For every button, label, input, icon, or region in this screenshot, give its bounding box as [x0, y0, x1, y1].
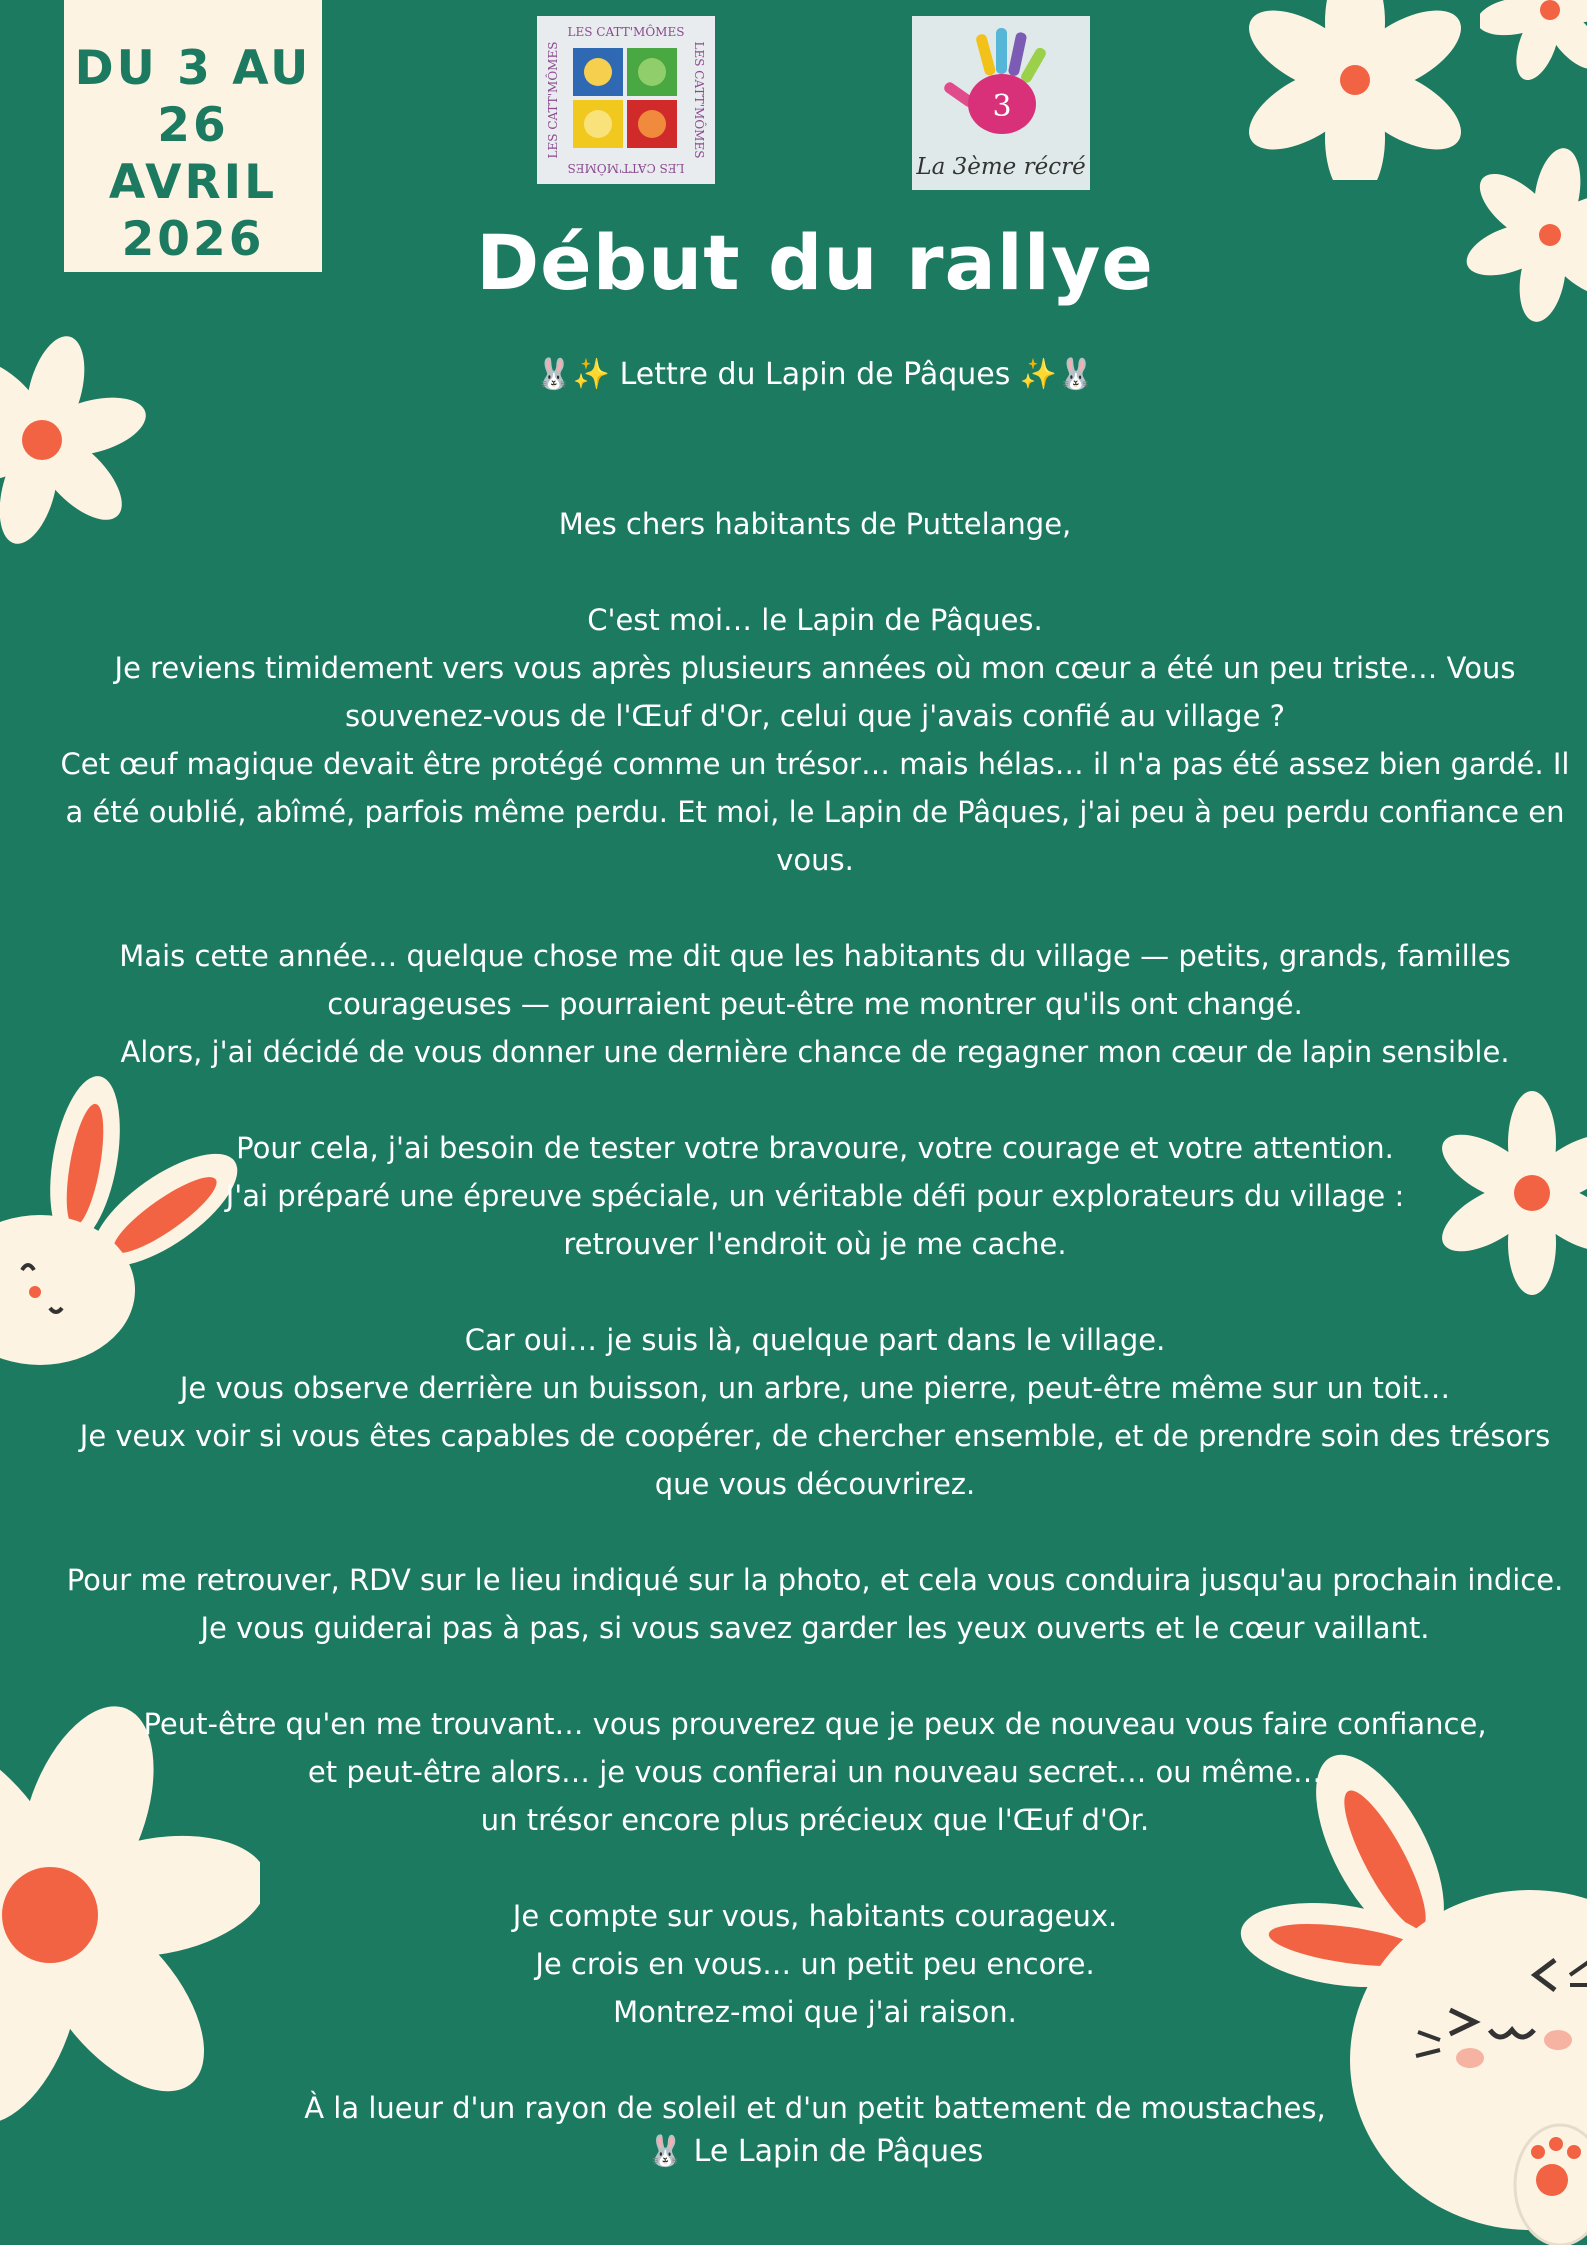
date-line-1: DU 3 AU — [74, 41, 312, 96]
paragraph-line: J'ai préparé une épreuve spéciale, un véritable défi pour explorateurs du village : — [225, 1179, 1405, 1213]
paragraph-line: Peut-être qu'en me trouvant… vous prouverez que je peux de nouveau vous faire confiance, — [143, 1707, 1487, 1741]
paragraph-line: Pour me retrouver, RDV sur le lieu indiqué sur la photo, et cela vous conduira jusqu'au prochain indice. — [66, 1563, 1564, 1597]
cattmomes-logo — [537, 16, 715, 184]
paragraph-5 — [60, 1556, 1570, 1652]
paragraph-line: Montrez-moi que j'ai raison. — [613, 1995, 1017, 2029]
paragraph-line: Je vous guiderai pas à pas, si vous savez garder les yeux ouverts et le cœur vaillant. — [200, 1611, 1430, 1645]
svg-text:LES CATT'MÔMES: LES CATT'MÔMES — [692, 41, 706, 159]
closing-line: À la lueur d'un rayon de soleil et d'un petit battement de moustaches, — [304, 2091, 1326, 2125]
flower-top-right-2 — [1480, 0, 1587, 80]
svg-text:LES CATT'MÔMES: LES CATT'MÔMES — [567, 161, 685, 175]
paragraph-4 — [60, 1316, 1570, 1508]
paragraph-line: Cet œuf magique devait être protégé comme un trésor… mais hélas… il n'a pas été assez bien gardé. Il a été oublié, abîmé, parfois même perdu. Et moi, le Lapin de Pâques, j'ai peu à peu perdu confiance en vous. — [60, 747, 1570, 877]
paragraph-line: Je veux voir si vous êtes capables de coopérer, de chercher ensemble, et de prendre soin des trésors que vous découvrirez. — [79, 1419, 1551, 1501]
paragraph-7 — [60, 1892, 1570, 2036]
paragraph-2 — [60, 932, 1570, 1076]
svg-text:3: 3 — [992, 89, 1012, 124]
paragraph-1 — [60, 596, 1570, 884]
paragraph-line: Alors, j'ai décidé de vous donner une dernière chance de regagner mon cœur de lapin sensible. — [120, 1035, 1510, 1069]
paragraph-line: et peut-être alors… je vous confierai un nouveau secret… ou même… — [307, 1755, 1323, 1789]
date-line-4: 2026 — [121, 212, 265, 267]
paragraph-line: Mais cette année… quelque chose me dit que les habitants du village — petits, grands, familles courageuses — pourraient peut-être me montrer qu'ils ont changé. — [119, 939, 1511, 1021]
la-3eme-recre-logo — [912, 16, 1090, 190]
paragraph-line: C'est moi… le Lapin de Pâques. — [587, 603, 1043, 637]
closing — [60, 2084, 1570, 2132]
date-line-2: 26 — [157, 98, 229, 153]
paragraph-line: retrouver l'endroit où je me cache. — [563, 1227, 1067, 1261]
paragraph-6 — [60, 1700, 1570, 1844]
paragraph-line: Je crois en vous… un petit peu encore. — [535, 1947, 1095, 1981]
date-line-3: AVRIL — [108, 155, 278, 210]
svg-text:LES CATT'MÔMES: LES CATT'MÔMES — [567, 25, 685, 39]
paragraph-line: Pour cela, j'ai besoin de tester votre bravoure, votre courage et votre attention. — [236, 1131, 1394, 1165]
date-range-badge — [64, 0, 322, 272]
paragraph-line: Je vous observe derrière un buisson, un arbre, une pierre, peut-être même sur un toit… — [179, 1371, 1451, 1405]
svg-text:LES CATT'MÔMES: LES CATT'MÔMES — [546, 41, 560, 159]
page-title: Début du rallye — [476, 218, 1154, 307]
paragraph-3 — [60, 1124, 1570, 1268]
greeting — [60, 500, 1570, 548]
paragraph-line: un trésor encore plus précieux que l'Œuf d'Or. — [480, 1803, 1150, 1837]
letter-body — [60, 500, 1570, 2180]
paragraph-line: Je compte sur vous, habitants courageux. — [512, 1899, 1118, 1933]
letter-heading: 🐰✨ Lettre du Lapin de Pâques ✨🐰 — [535, 357, 1095, 392]
flower-top-right-3 — [1450, 145, 1587, 325]
svg-text:La 3ème récré: La 3ème récré — [916, 154, 1086, 180]
paragraph-line: Je reviens timidement vers vous après plusieurs années où mon cœur a été un peu triste… Vous souvenez-vous de l'Œuf d'Or, celui que j'avais confié au village ? — [114, 651, 1516, 733]
signature: 🐰 Le Lapin de Pâques — [646, 2134, 984, 2169]
greeting-line: Mes chers habitants de Puttelange, — [558, 507, 1072, 541]
paragraph-line: Car oui… je suis là, quelque part dans le village. — [464, 1323, 1166, 1357]
